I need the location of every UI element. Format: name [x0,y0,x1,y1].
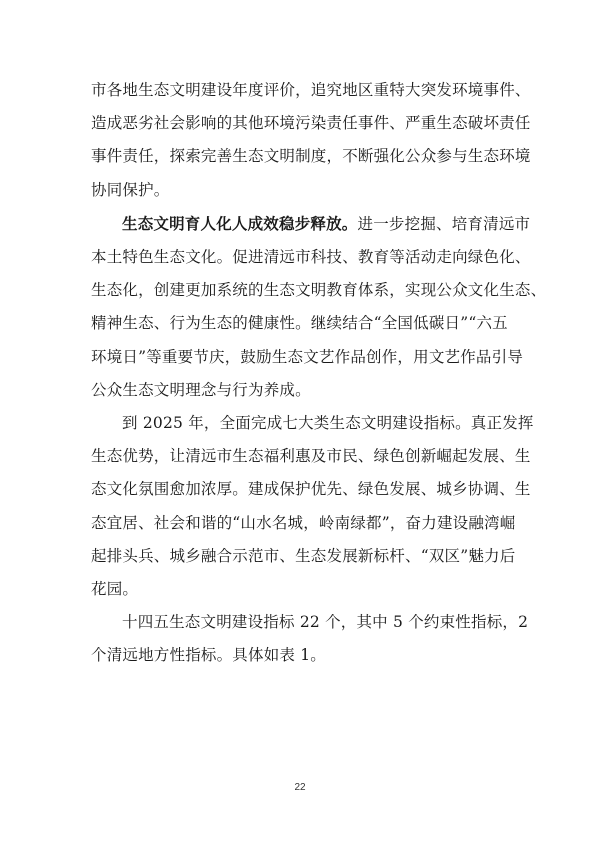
text-run: 进一步挖掘、培育清远市 [357,214,531,233]
text-line: 起排头兵、城乡融合示范市、生态发展新标杆、“双区”魅力后 [91,546,516,565]
text-line: 到 2025 年，全面完成七大类生态文明建设指标。真正发挥 [122,414,534,433]
paragraph-eco-education [91,207,547,407]
paragraph-indicators [91,606,529,672]
text-line: 态宜居、社会和谐的“山水名城，岭南绿都”，奋力建设融湾崛 [91,513,516,532]
paragraph-heading: 生态文明育人化人成效稳步释放。 [122,213,358,233]
text-line: 十四五生态文明建设指标 22 个，其中 5 个约束性指标，2 [122,613,529,632]
text-line: 个清远地方性指标。具体如表 1。 [91,646,326,665]
text-line: 公众生态文明理念与行为养成。 [91,380,311,399]
text-line: 协同保护。 [91,180,170,199]
text-line: 本土特色生态文化。促进清远市科技、教育等活动走向绿色化、 [91,248,531,267]
paragraph-2025-goals [91,407,534,606]
text-line: 事件责任，探索完善生态文明制度，不断强化公众参与生态环境 [91,147,531,166]
text-line: 市各地生态文明建设年度评价，追究地区重特大突发环境事件、 [91,81,531,99]
text-line: 生态化，创建更加系统的生态文明教育体系，实现公众文化生态、 [91,281,547,300]
text-line: 态文化氛围愈加浓厚。建成保护优先、绿色发展、城乡协调、生 [91,480,531,499]
text-line: 造成恶劣社会影响的其他环境污染责任事件、严重生态破坏责任 [91,114,531,133]
paragraph-continuation [91,74,531,207]
text-line: 生态优势，让清远市生态福利惠及市民、绿色创新崛起发展、生 [91,447,531,466]
body-text [91,74,547,673]
text-line: 精神生态、行为生态的健康性。继续结合“全国低碳日”“六五 [91,314,508,333]
text-line [91,207,531,241]
text-line: 花园。 [91,580,139,599]
text-line: 环境日”等重要节庆，鼓励生态文艺作品创作，用文艺作品引导 [91,347,524,366]
page-number: 22 [294,782,306,793]
